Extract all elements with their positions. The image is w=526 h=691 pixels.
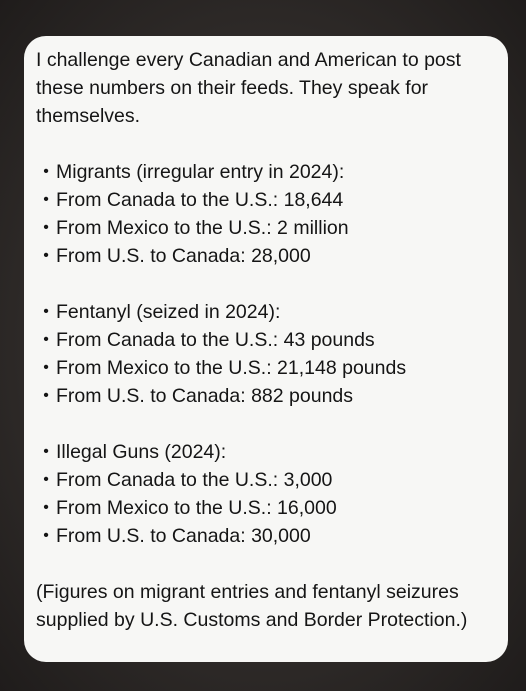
list-item-text: From Mexico to the U.S.: 21,148 pounds: [56, 357, 407, 379]
list-item: [36, 242, 498, 270]
message-intro: I challenge every Canadian and American to post these numbers on their feeds. They speak for themselves.: [36, 49, 461, 127]
list-item: [36, 494, 498, 522]
list-item: [36, 298, 498, 326]
bullet-icon: •: [43, 387, 49, 404]
source-footnote: (Figures on migrant entries and fentanyl seizures supplied by U.S. Customs and Border Protection.): [36, 581, 468, 631]
bullet-icon: •: [43, 219, 49, 236]
list-item-text: From U.S. to Canada: 882 pounds: [56, 385, 354, 407]
list-item-text: From Canada to the U.S.: 43 pounds: [56, 329, 375, 351]
list-item: [36, 158, 498, 186]
bullet-icon: •: [43, 443, 49, 460]
guns-section: [36, 438, 498, 550]
migrants-section: [36, 158, 498, 270]
bullet-icon: •: [43, 247, 49, 264]
bullet-icon: •: [43, 359, 49, 376]
list-item-text: From Mexico to the U.S.: 2 million: [56, 217, 349, 239]
bullet-icon: •: [43, 331, 49, 348]
message-bubble: [24, 36, 508, 662]
list-item-text: From U.S. to Canada: 30,000: [56, 525, 311, 547]
bullet-icon: •: [43, 163, 49, 180]
list-item-text: From Canada to the U.S.: 18,644: [56, 189, 344, 211]
list-item: [36, 522, 498, 550]
bullet-icon: •: [43, 471, 49, 488]
fentanyl-section: [36, 298, 498, 410]
list-item: [36, 326, 498, 354]
list-item-text: Migrants (irregular entry in 2024):: [56, 161, 345, 183]
list-item: [36, 382, 498, 410]
list-item-text: From Canada to the U.S.: 3,000: [56, 469, 333, 491]
bullet-icon: •: [43, 527, 49, 544]
list-item-text: Fentanyl (seized in 2024):: [56, 301, 281, 323]
list-item-text: From Mexico to the U.S.: 16,000: [56, 497, 337, 519]
list-item: [36, 438, 498, 466]
list-item: [36, 466, 498, 494]
list-item: [36, 354, 498, 382]
bullet-icon: •: [43, 191, 49, 208]
list-item: [36, 186, 498, 214]
bullet-icon: •: [43, 303, 49, 320]
list-item-text: From U.S. to Canada: 28,000: [56, 245, 311, 267]
bullet-icon: •: [43, 499, 49, 516]
list-item-text: Illegal Guns (2024):: [56, 441, 227, 463]
list-item: [36, 214, 498, 242]
